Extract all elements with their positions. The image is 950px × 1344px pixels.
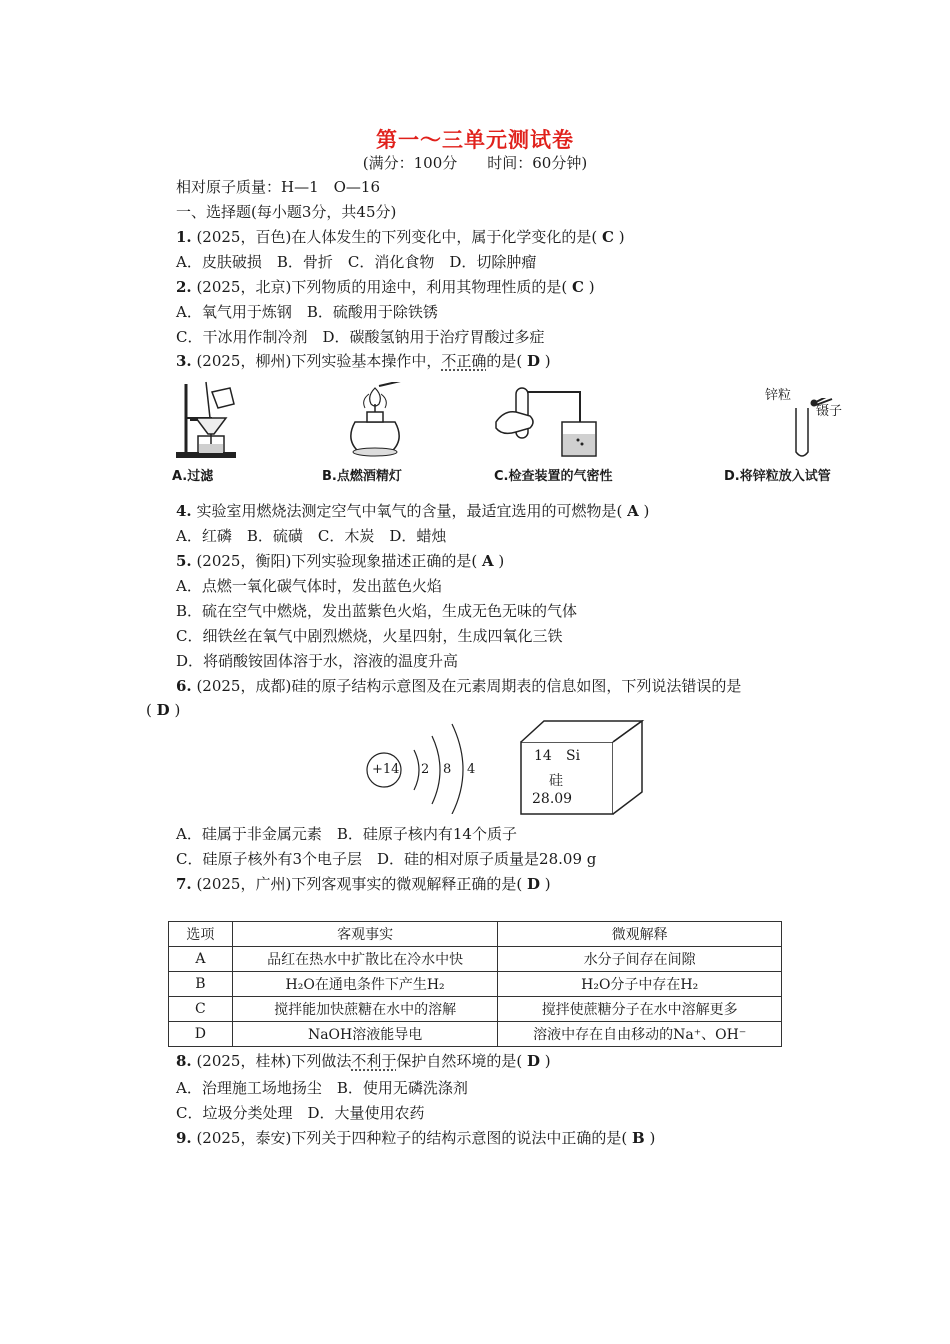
table-cell: 搅拌使蔗糖分子在水中溶解更多 — [498, 997, 782, 1022]
question-close: ) — [618, 228, 625, 246]
options-line: B．硫在空气中燃烧，发出蓝紫色火焰，生成无色无味的气体 — [176, 602, 578, 620]
figure-label: B.点燃酒精灯 — [322, 469, 402, 484]
table-cell: C — [169, 997, 233, 1022]
atomic-mass: 28.09 — [532, 791, 573, 807]
answer: D — [527, 1052, 541, 1070]
question-close: ) — [649, 1129, 656, 1147]
electron-shell: 4 — [467, 762, 476, 777]
question-7 — [176, 873, 551, 895]
electron-shell: 2 — [421, 762, 430, 777]
options-line: C．干冰用作制冷剂 D．碳酸氢钠用于治疗胃酸过多症 — [176, 328, 545, 346]
page-subtitle: (满分：100分 时间：60分钟) — [362, 154, 588, 172]
table-cell: D — [169, 1022, 233, 1047]
options-line: D．将硝酸铵固体溶于水，溶液的温度升高 — [176, 652, 459, 670]
table-header-row — [169, 922, 782, 947]
options-line: C．硅原子核外有3个电子层 D．硅的相对原子质量是28.09 g — [176, 850, 597, 868]
table-cell: 品红在热水中扩散比在冷水中快 — [232, 947, 498, 972]
figure-label: D.将锌粒放入试管 — [724, 469, 831, 484]
question-number: 1. — [176, 228, 192, 246]
figure-tag: 镊子 — [816, 404, 843, 419]
figure-tag: 锌粒 — [765, 388, 792, 403]
table-cell: 搅拌能加快蔗糖在水中的溶解 — [232, 997, 498, 1022]
question-close: ) — [544, 875, 551, 893]
options-line: A．点燃一氧化碳气体时，发出蓝色火焰 — [176, 577, 442, 595]
airtight-check-icon — [490, 382, 610, 462]
question-number: 8. — [176, 1052, 192, 1070]
table-cell: A — [169, 947, 233, 972]
table-row — [169, 1022, 782, 1047]
question-close: ) — [588, 278, 595, 296]
question-9 — [176, 1127, 655, 1149]
question-open: ( — [146, 701, 152, 719]
question-text: (2025，柳州)下列实验基本操作中， — [196, 352, 442, 370]
options-line: A．治理施工场地扬尘 B．使用无磷洗涤剂 — [176, 1079, 468, 1097]
nucleus-charge: +14 — [372, 762, 400, 777]
question-4 — [176, 500, 649, 522]
answer: D — [156, 701, 170, 719]
table-row — [169, 972, 782, 997]
question-text: 实验室用燃烧法测定空气中氧气的含量，最适宜选用的可燃物是( — [196, 502, 623, 520]
emphasized-text: 不正确 — [441, 352, 487, 370]
question-text: (2025，桂林)下列做法 — [196, 1052, 352, 1070]
table-cell: NaOH溶液能导电 — [232, 1022, 498, 1047]
table-cell: H₂O分子中存在H₂ — [498, 972, 782, 997]
question-number: 4. — [176, 502, 192, 520]
electron-shell: 8 — [443, 762, 452, 777]
table-cell: B — [169, 972, 233, 997]
atomic-mass-line: 相对原子质量：H—1 O—16 — [176, 178, 381, 196]
options-line: A．氧气用于炼钢 B．硫酸用于除铁锈 — [176, 303, 438, 321]
question-text: (2025，广州)下列客观事实的微观解释正确的是( — [196, 875, 523, 893]
element-symbol: Si — [566, 748, 581, 764]
question-number: 7. — [176, 875, 192, 893]
question-close: ) — [498, 552, 505, 570]
answer: B — [631, 1129, 645, 1147]
table-cell: 水分子间存在间隙 — [498, 947, 782, 972]
facts-table — [168, 921, 782, 1047]
table-row — [169, 997, 782, 1022]
question-text: (2025，百色)在人体发生的下列变化中，属于化学变化的是( — [196, 228, 598, 246]
question-close: ) — [174, 701, 181, 719]
question-number: 5. — [176, 552, 192, 570]
question-close: ) — [544, 352, 551, 370]
question-2 — [176, 276, 595, 298]
question-3 — [176, 350, 551, 372]
table-cell: 溶液中存在自由移动的Na⁺、OH⁻ — [498, 1022, 782, 1047]
question-close: ) — [643, 502, 650, 520]
emphasized-text: 不利于 — [351, 1052, 397, 1070]
options-line: A．红磷 B．硫磺 C．木炭 D．蜡烛 — [176, 527, 447, 545]
question-number: 3. — [176, 352, 192, 370]
table-header: 选项 — [169, 922, 233, 947]
question-number: 9. — [176, 1129, 192, 1147]
table-header: 客观事实 — [232, 922, 498, 947]
filter-apparatus-icon — [172, 378, 252, 460]
options-line: C．细铁丝在氧气中剧烈燃烧，火星四射，生成四氧化三铁 — [176, 627, 563, 645]
question-5 — [176, 550, 504, 572]
options-line: C．垃圾分类处理 D．大量使用农药 — [176, 1104, 425, 1122]
question-1 — [176, 226, 625, 248]
answer: D — [526, 875, 540, 893]
answer: C — [571, 278, 584, 296]
question-text: (2025，泰安)下列关于四种粒子的结构示意图的说法中正确的是( — [196, 1129, 628, 1147]
question-text: 的是( — [486, 352, 523, 370]
question-text: (2025，成都)硅的原子结构示意图及在元素周期表的信息如图，下列说法错误的是 — [196, 677, 742, 695]
options-line: A．硅属于非金属元素 B．硅原子核内有14个质子 — [176, 825, 517, 843]
answer: A — [481, 552, 494, 570]
question-text: (2025，衡阳)下列实验现象描述正确的是( — [196, 552, 478, 570]
table-row — [169, 947, 782, 972]
question-number: 2. — [176, 278, 192, 296]
element-name: 硅 — [549, 773, 563, 789]
answer: C — [601, 228, 614, 246]
figure-label: A.过滤 — [172, 469, 214, 484]
table-cell: H₂O在通电条件下产生H₂ — [232, 972, 498, 997]
question-text: 保护自然环境的是( — [396, 1052, 523, 1070]
figure-label: C.检查装置的气密性 — [494, 469, 613, 484]
section-heading: 一、选择题(每小题3分，共45分) — [176, 203, 397, 221]
options-line: A．皮肤破损 B．骨折 C．消化食物 D．切除肿瘤 — [176, 253, 537, 271]
alcohol-lamp-icon — [335, 382, 415, 460]
question-text: (2025，北京)下列物质的用途中，利用其物理性质的是( — [196, 278, 568, 296]
atomic-number: 14 — [534, 748, 552, 764]
question-number: 6. — [176, 677, 192, 695]
question-6-answer-line — [146, 699, 180, 721]
page-title: 第一～三单元测试卷 — [376, 127, 574, 152]
answer: A — [627, 502, 639, 520]
answer: D — [527, 352, 541, 370]
question-close: ) — [544, 1052, 551, 1070]
table-header: 微观解释 — [498, 922, 782, 947]
question-8 — [176, 1050, 551, 1072]
question-6 — [176, 675, 741, 697]
